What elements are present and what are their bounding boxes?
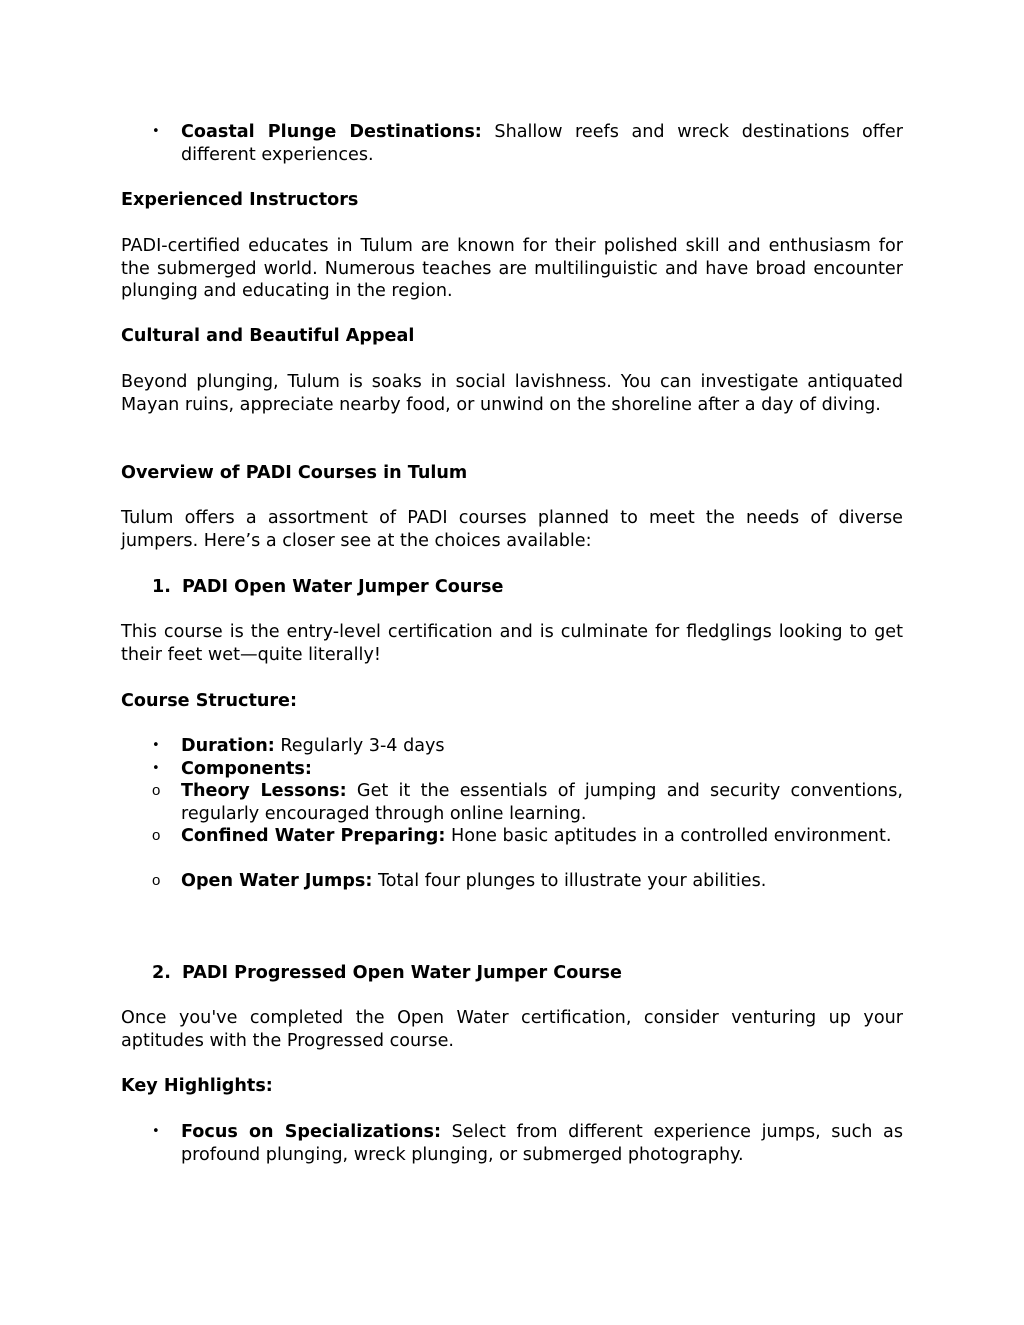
bullet-marker: •: [152, 761, 160, 776]
list-item-focus: [121, 1121, 903, 1166]
item-label: Focus on Specializations:: [181, 1122, 442, 1142]
sublist-item-openwater: [121, 870, 903, 893]
paragraph-instructors: PADI-certified educates in Tulum are known for their polished skill and enthusiasm for the submerged world. Numerous teaches are multilinguistic and have broad encounter plunging and educating in the region.: [121, 236, 903, 301]
course-heading-2: [121, 962, 903, 985]
item-text: Get it the essentials of jumping and security conventions, regularly encouraged through online learning.: [181, 781, 903, 824]
item-text: Select from different experience jumps, such as profound plunging, wreck plunging, or submerged photography.: [181, 1122, 904, 1165]
section-heading-cultural: Cultural and Beautiful Appeal: [121, 326, 415, 346]
list-item-components: [121, 758, 903, 781]
section-heading-overview: Overview of PADI Courses in Tulum: [121, 463, 468, 483]
sub-bullet-marker: o: [152, 782, 161, 799]
item-label: Theory Lessons:: [181, 781, 347, 801]
item-label: Coastal Plunge Destinations:: [181, 122, 482, 142]
item-text: Shallow reefs and wreck destinations offer different experiences.: [181, 122, 903, 165]
course-title: PADI Open Water Jumper Course: [182, 577, 504, 597]
sub-bullet-marker: o: [152, 872, 161, 889]
item-label: Duration:: [181, 736, 275, 756]
item-text: Total four plunges to illustrate your abilities.: [372, 871, 767, 891]
list-number: 2.: [152, 963, 171, 983]
sublist-item-theory: [121, 780, 903, 825]
list-number: 1.: [152, 577, 171, 597]
course-title: PADI Progressed Open Water Jumper Course: [182, 963, 622, 983]
paragraph-overview: Tulum offers a assortment of PADI courses planned to meet the needs of diverse jumpers. Here’s a closer see at the choices available:: [121, 508, 903, 551]
list-item-duration: [121, 735, 903, 758]
item-label: Open Water Jumps:: [181, 871, 373, 891]
item-text: Hone basic aptitudes in a controlled environment.: [445, 826, 892, 846]
section-heading-highlights: Key Highlights:: [121, 1076, 273, 1096]
paragraph-cultural: Beyond plunging, Tulum is soaks in social lavishness. You can investigate antiquated Mayan ruins, appreciate nearby food, or unwind on the shoreline after a day of diving.: [121, 372, 903, 415]
section-heading-structure: Course Structure:: [121, 691, 298, 711]
item-text: Regularly 3-4 days: [274, 736, 445, 756]
sub-bullet-marker: o: [152, 827, 161, 844]
list-item-coastal: [121, 121, 903, 166]
paragraph-course1: This course is the entry-level certification and is culminate for fledglings looking to get their feet wet—quite literally!: [121, 622, 903, 665]
bullet-marker: •: [152, 124, 160, 139]
bullet-marker: •: [152, 1124, 160, 1139]
course-heading-1: [121, 576, 903, 599]
bullet-marker: •: [152, 738, 160, 753]
paragraph-course2: Once you've completed the Open Water certification, consider venturing up your aptitudes with the Progressed course.: [121, 1008, 903, 1051]
section-heading-instructors: Experienced Instructors: [121, 190, 359, 210]
sublist-item-confined: [121, 825, 903, 848]
item-label: Confined Water Preparing:: [181, 826, 446, 846]
item-label: Components:: [181, 759, 312, 779]
